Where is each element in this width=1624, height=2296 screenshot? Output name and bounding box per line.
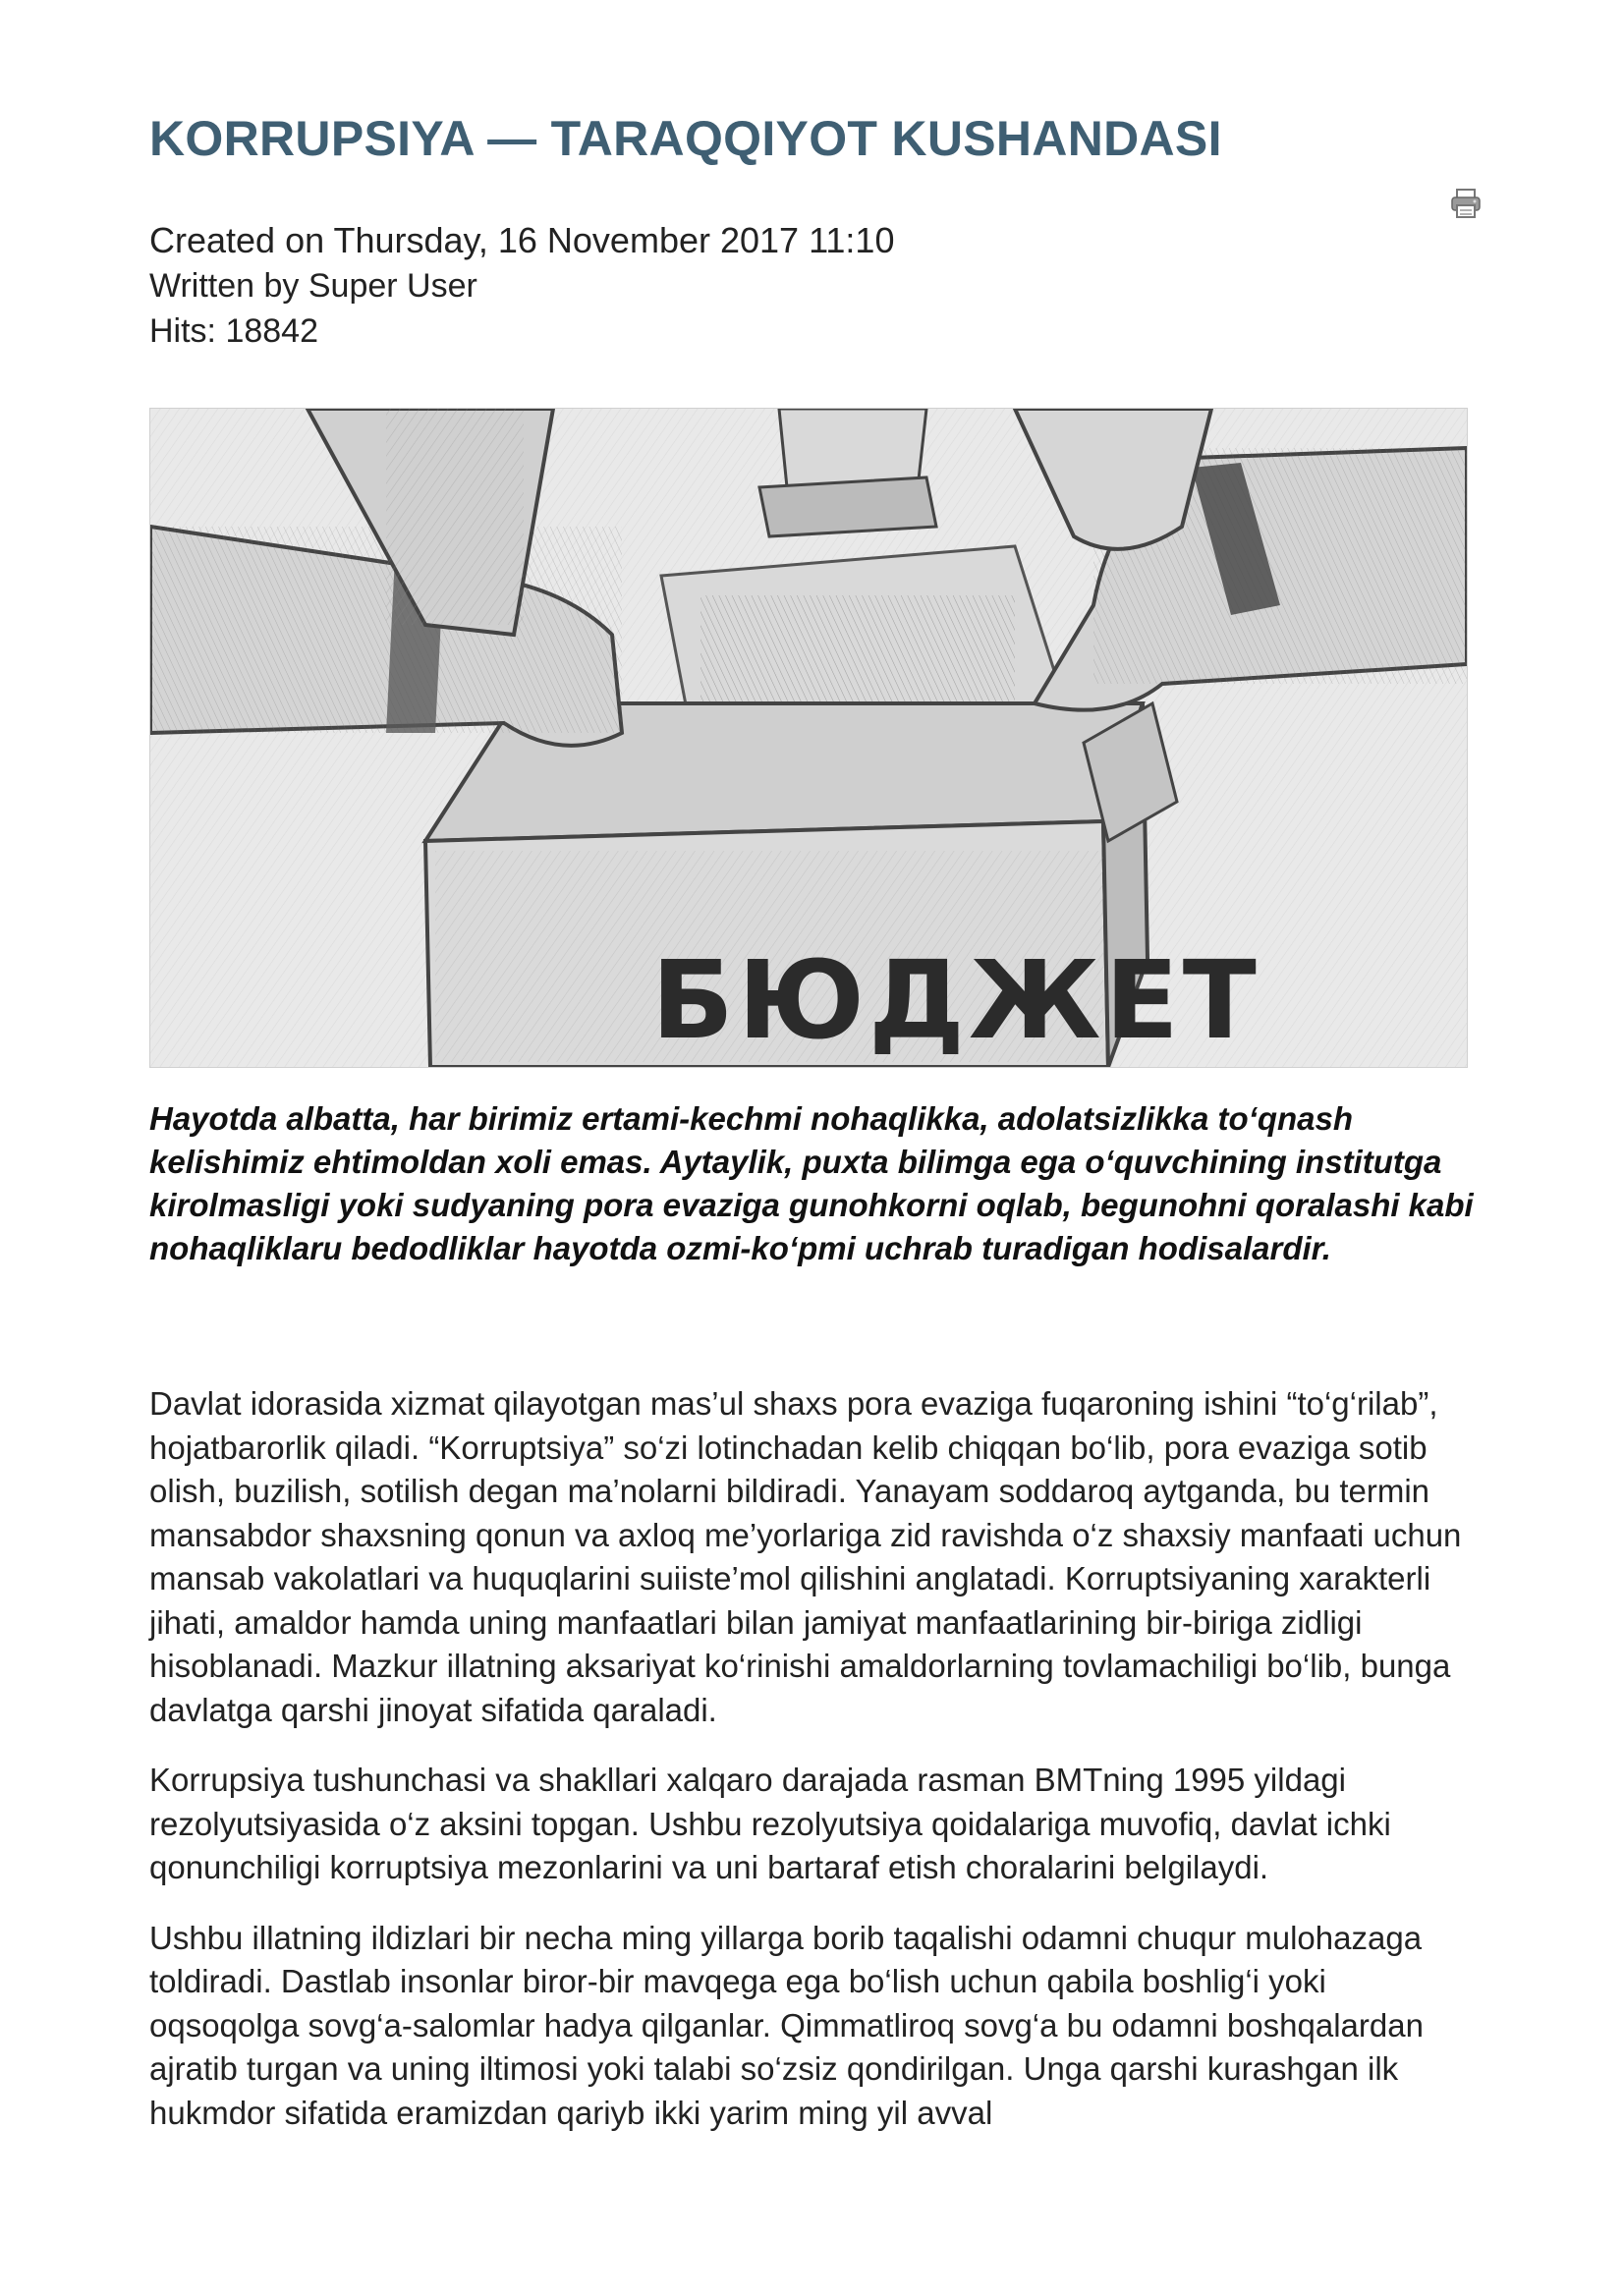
article-title: KORRUPSIYA — TARAQQIYOT KUSHANDASI <box>149 111 1222 166</box>
author-line: Written by Super User <box>149 267 477 305</box>
article-illustration <box>149 408 1468 1068</box>
paragraph: Korrupsiya tushunchasi va shakllari xalqaro darajada rasman BMTning 1995 yildagi rezolyutsiyasida o‘z aksini topgan. Ushbu rezolyutsiya qoidalariga muvofiq, davlat ichki qonunchiligi korruptsiya mezonlarini va uni bartaraf etish choralarini belgilaydi. <box>149 1762 1391 1885</box>
article-body <box>149 1382 1476 2161</box>
paragraph: Ushbu illatning ildizlari bir necha ming yillarga borib taqalishi odamni chuqur mulohazaga toldiradi. Dastlab insonlar biror-bir mavqega ega bo‘lish uchun qabila boshlig‘i yoki oqsoqolga sovg‘a-salomlar hadya qilganlar. Qimmatliroq sovg‘a bu odamni boshqalardan ajratib turgan va uning iltimosi yoki talabi so‘zsiz qondirilgan. Unga qarshi kurashgan ilk hukmdor sifatida eramizdan qariyb ikki yarim ming yil avval <box>149 1919 1424 2131</box>
created-date: Created on Thursday, 16 November 2017 11:10 <box>149 220 895 260</box>
printer-icon[interactable] <box>1449 187 1483 220</box>
article-meta <box>149 218 894 354</box>
hits-count: Hits: 18842 <box>149 312 318 350</box>
budget-label: БЮДЖЕТ <box>651 937 1260 1063</box>
article-intro: Hayotda albatta, har birimiz ertami-kechmi nohaqlikka, adolatsizlikka to‘qnash kelishimiz ehtimoldan xoli emas. Aytaylik, puxta bilimga ega o‘quvchining institutga kirolmasligi yoki sudyaning pora evaziga gunohkorni oqlab, begunohni qoralashi kabi nohaqliklaru bedodliklar hayotda ozmi-ko‘pmi uchrab turadigan hodisalardir. <box>149 1100 1474 1266</box>
paragraph: Davlat idorasida xizmat qilayotgan mas’ul shaxs pora evaziga fuqaroning ishini “to‘g‘rilab”, hojatbarorlik qiladi. “Korruptsiya” so‘zi lotinchadan kelib chiqqan bo‘lib, pora evaziga sotib olish, buzilish, sotilish degan ma’nolarni bildiradi. Yanayam soddaroq aytganda, bu termin mansabdor shaxsning qonun va axloq me’yorlariga zid ravishda o‘z shaxsiy manfaati uchun mansab vakolatlari va huquqlarini suiiste’mol qilishini anglatadi. Korruptsiyaning xarakterli jihati, amaldor hamda uning manfaatlari bilan jamiyat manfaatlarining bir-biriga zidligi hisoblanadi. Mazkur illatning aksariyat ko‘rinishi amaldorlarning tovlamachiligi bo‘lib, bunga davlatga qarshi jinoyat sifatida qaraladi. <box>149 1385 1462 1728</box>
